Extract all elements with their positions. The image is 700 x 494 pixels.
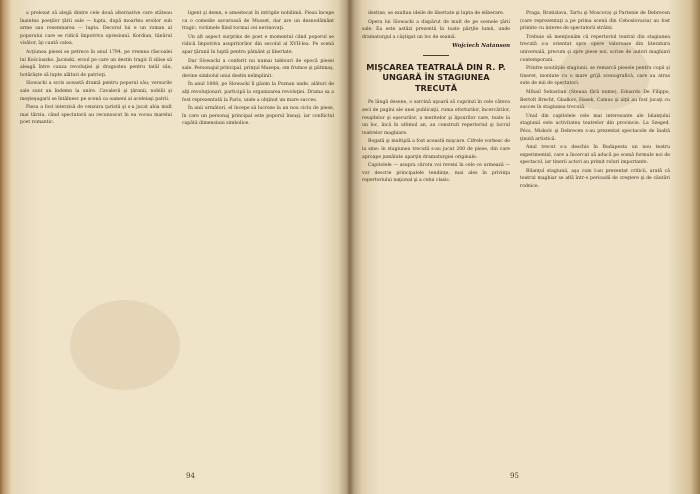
paragraph: Acţiunea piesei se petrece în anul 1794, pe vremea răscoalei lui Kościuszko. Jacinski, eroul pe care un destin tragic îl silise să aleagă între cauza revoluţiei şi dragostea pentru tatăl său, hotărăşte să lupte alături de patrioţi.: [20, 49, 172, 78]
paragraph: Bilanţul stagiunii, aşa cum l-au prezentat criticii, arată că teatrul maghiar se află într-o perioadă de creştere şi de căutări rodnice.: [520, 168, 670, 190]
paragraph: În anii următori, el începe să lucreze la un nou ciclu de piese, în care un personaj principal este poporul însuşi, iar conflictul capătă dimensiuni simbolice.: [182, 106, 334, 127]
paragraph: Opera lui Slowacki a dispărut de mult de pe scenele ţării sale. Ea este astăzi prezentă în toate părţile lumii, unde dramaturgul a câştigat un loc de seamă.: [362, 19, 510, 40]
section-divider: [423, 55, 449, 56]
paragraph: În anul 1848, pe Slowacki îl găsim la Poznan unde, alături de alţi revoluţionari, participă la organizarea revoluţiei. Drama sa a fost reprezentată la Paris, unde a obţinut un mare succes.: [182, 82, 334, 103]
paragraph: Dar Slowacki a conferit nu numai tablouri de epocă piesei sale. Personajul principal, prinţul Mazepa, om frumos şi pătimaş, devine simbolul unui destin neîmplinit.: [182, 58, 334, 79]
paragraph: destine, se exaltau ideile de libertate şi lupta de eliberare.: [368, 11, 505, 16]
left-page: [20, 0, 342, 494]
paragraph: Unul din capitolele cele mai interesante ale bilanţului stagiunii este activitatea teatrelor din provincie. La Szeged, Pécs, Miskolc şi Debrecen s-au prezentat spectacole de înaltă ţinută artistică.: [520, 113, 670, 142]
left-column-1: [20, 10, 172, 420]
right-page: [362, 0, 672, 494]
paragraph: ligent şi demn, e amestecat în intrigile nobilimii. Piesa începe ca o comedie savuroasă de Musset, dar are un deznodământ tragic, victimele fiind tocmai cei nevinovaţi.: [182, 11, 334, 32]
right-column-1: [362, 10, 510, 420]
paragraph: Un alt aspect surprins de poet e momentul când poporul se ridică împotriva asupritorilor din secolul al XVII-lea. Pe scenă apar ţăranii în luptă pentru pământ şi libertate.: [182, 34, 334, 55]
page-number: 94: [186, 472, 195, 480]
left-column-2: [182, 10, 334, 420]
paragraph: a prelezat să alegă dintre cele două alternative care stăteau înaintea poeţilor ţării sale — lupta, după moartea eroilor sub arme sau resemnarea — lupta. Decorul lui e un roman al poporului care se ridică împotriva opresiunii. Kordian, tânărul visător, îşi caută calea.: [20, 11, 172, 47]
paragraph: Mihail Sebastian (Steaua fără nume), Eduardo De Filippo, Bertolt Brecht, Gladkov, Hasek, Camus şi alţii au fost jucaţi cu succes în stagiunea trecută.: [520, 89, 670, 111]
article-heading: MIŞCAREA TEATRALĂ DIN R. P. UNGARĂ ÎN STAGIUNEA TRECUTĂ: [366, 61, 506, 93]
paragraph: Piesa a fost interzisă de cenzura ţaristă şi s-a jucat abia mult mai târziu, când spectatorii au recunoscut în ea vocea marelui poet romantic.: [20, 105, 172, 126]
page-number: 95: [510, 472, 519, 480]
book-gutter: [338, 0, 362, 494]
paragraph: Printre noutăţile stagiunii, se remarcă piesele pentru copii şi tineret, montate cu o mare grijă scenografică, care au atras sute de mii de spectatori.: [520, 66, 670, 87]
right-column-2: [520, 10, 670, 420]
paragraph: Anul trecut s-a deschis în Budapesta un nou teatru experimental, care a încercat să aducă pe scenă formule noi de spectacol, iar tinerii actori au primit roluri importante.: [520, 145, 670, 166]
paragraph: Slowacki a scris această dramă pentru poporul său; versurile sale sunt un îndemn la unire. Cavalerii şi ţăranii, nobilii şi meşteşugarii se întâlnesc pe scenă ca oameni ai aceleiaşi patrii.: [20, 81, 172, 102]
paragraph: Praga, Bratislava, Tartu şi Moscova) şi Partenie de Debrecen (care reprezentaţi a pe prima scenă din Cehoslovacia) au fost primite cu interes de spectatorii străini.: [520, 11, 670, 32]
paragraph: Trebuie să menţionăm că repertoriul teatral din stagiunea trecută s-a orientat spre opere valoroase din literatura universală, precum şi spre piese noi, scrise de autori maghiari contemporani.: [520, 34, 670, 63]
author-signature: Wojciech Natanson: [452, 43, 510, 50]
paragraph: Bogată şi multiplă a fost această mişcare. Cifrele vorbesc de la sine: în stagiunea trecută s-au jucat 200 de piese, din care aproape jumătate aparţin dramaturgiei originale.: [362, 139, 510, 160]
paragraph: Pe lângă desene, o sarcină uşoară să cuprinzi în cele câteva zeci de pagini ale unei publicaţii, ruma eforturilor, încercărilor, reuşitelor şi eşecurilor, a meritelor şi lipsurilor care, toate la un loc, încă în ultimul an, au construit repertoriul şi lucrul teatrelor maghiare.: [362, 100, 510, 136]
paragraph: Capitolele — asupra cărora voi reveni în cele ce urmează — vor descrie principalele tendinţe, mai ales în privinţa repertoriului naţional şi a celui clasic.: [362, 163, 510, 184]
